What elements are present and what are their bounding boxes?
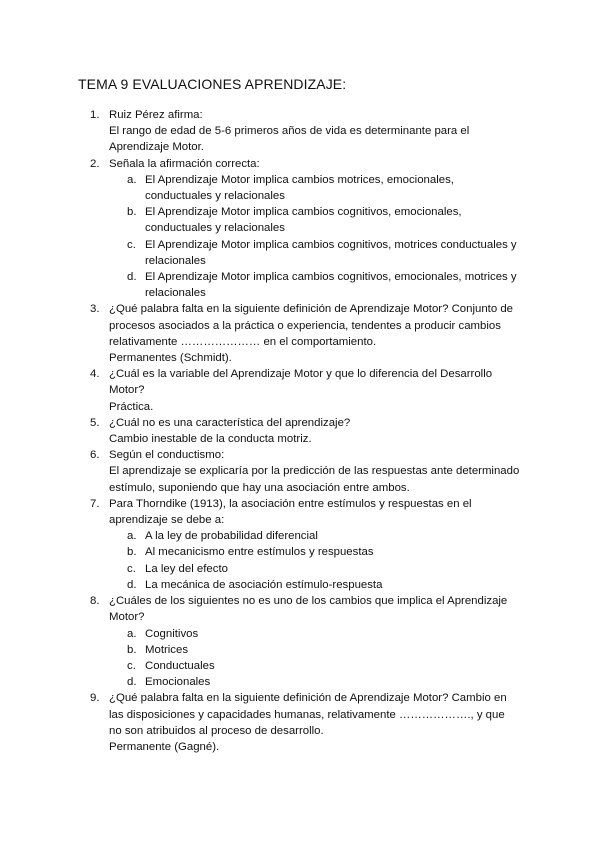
option-item (109, 577, 520, 593)
question-number: 2. (90, 157, 100, 170)
question-answer: Práctica. (109, 400, 154, 413)
option-item (109, 674, 520, 690)
question-number: 9. (90, 692, 100, 705)
option-text: A la ley de probabilidad diferencial (145, 530, 318, 543)
option-letter: a. (127, 627, 137, 640)
option-item (109, 269, 520, 301)
question-number: 4. (90, 368, 100, 381)
question-number: 3. (90, 303, 100, 316)
question-1 (0, 107, 600, 156)
question-text: Para Thorndike (1913), la asociación entre estímulos y respuestas en el aprendizaje se debe a: (109, 497, 472, 527)
option-item (109, 172, 520, 204)
option-text: El Aprendizaje Motor implica cambios motrices, emocionales, conductuales y relacionales (145, 173, 454, 203)
option-letter: b. (127, 643, 137, 656)
question-number: 8. (90, 595, 100, 608)
question-5 (0, 415, 600, 447)
options-list (109, 626, 520, 691)
question-number: 1. (90, 109, 100, 121)
option-letter: d. (127, 676, 137, 689)
option-text: Conductuales (145, 659, 215, 672)
option-text: Emocionales (145, 676, 211, 689)
option-text: Cognitivos (145, 627, 199, 640)
question-8 (0, 593, 600, 690)
option-letter: b. (127, 546, 137, 559)
option-item (109, 561, 520, 577)
question-answer: El aprendizaje se explicaría por la predicción de las respuestas ante determinado estímulo, suponiendo que hay una asociación entre ambos. (109, 465, 520, 494)
question-text: ¿Cuál es la variable del Aprendizaje Motor y que lo diferencia del Desarrollo Motor? (109, 368, 493, 397)
option-letter: c. (127, 659, 136, 672)
option-letter: c. (127, 562, 136, 575)
question-answer: Cambio inestable de la conducta motriz. (109, 433, 312, 446)
question-list (0, 107, 600, 755)
question-3 (0, 301, 600, 366)
question-number: 7. (90, 497, 100, 510)
question-text: Señala la afirmación correcta: (109, 157, 260, 170)
question-answer: Permanentes (Schmidt). (109, 352, 232, 365)
option-item (109, 626, 520, 642)
option-text: El Aprendizaje Motor implica cambios cognitivos, emocionales, conductuales y relacionales (145, 206, 462, 235)
option-text: Al mecanicismo entre estímulos y respuestas (145, 546, 374, 559)
option-text: Motrices (145, 643, 189, 656)
question-answer: Permanente (Gagné). (109, 740, 220, 753)
option-letter: a. (127, 173, 137, 186)
question-text: ¿Cuáles de los siguientes no es uno de los cambios que implica el Aprendizaje Motor? (109, 595, 508, 624)
question-4 (0, 366, 600, 415)
option-text: La ley del efecto (145, 562, 228, 575)
question-2 (0, 156, 600, 302)
option-item (109, 544, 520, 560)
options-list (109, 528, 520, 593)
options-list (109, 172, 520, 302)
question-text: ¿Qué palabra falta en la siguiente definición de Aprendizaje Motor? Cambio en las disposiciones y capacidades humanas, relativamente ………………., y que no son atribuidos al proceso de desarrollo. (109, 692, 507, 737)
question-number: 5. (90, 416, 100, 429)
option-text: El Aprendizaje Motor implica cambios cognitivos, emocionales, motrices y relacionales (145, 271, 517, 300)
option-letter: d. (127, 271, 137, 284)
question-text: ¿Cuál no es una característica del aprendizaje? (109, 416, 351, 429)
question-7 (0, 496, 600, 593)
question-text: Ruiz Pérez afirma: (109, 109, 203, 121)
question-6 (0, 447, 600, 496)
option-item (109, 528, 520, 544)
question-number: 6. (90, 449, 100, 462)
option-letter: c. (127, 238, 136, 251)
option-item (109, 204, 520, 236)
option-item (109, 642, 520, 658)
option-item (109, 658, 520, 674)
page-title: TEMA 9 EVALUACIONES APRENDIZAJE: (78, 76, 347, 92)
question-answer: El rango de edad de 5-6 primeros años de vida es determinante para el Aprendizaje Motor. (109, 125, 470, 154)
option-letter: a. (127, 530, 137, 543)
option-letter: b. (127, 206, 137, 219)
question-text: ¿Qué palabra falta en la siguiente definición de Aprendizaje Motor? Conjunto de procesos asociados a la práctica o experiencia, tendentes a producir cambios relativamente ………………… en el comportamiento. (109, 303, 514, 348)
question-9 (0, 690, 600, 755)
option-letter: d. (127, 578, 137, 591)
question-text: Según el conductismo: (109, 449, 225, 462)
option-text: La mecánica de asociación estímulo-respuesta (145, 578, 383, 591)
option-item (109, 237, 520, 269)
option-text: El Aprendizaje Motor implica cambios cognitivos, motrices conductuales y relacionales (145, 238, 517, 267)
